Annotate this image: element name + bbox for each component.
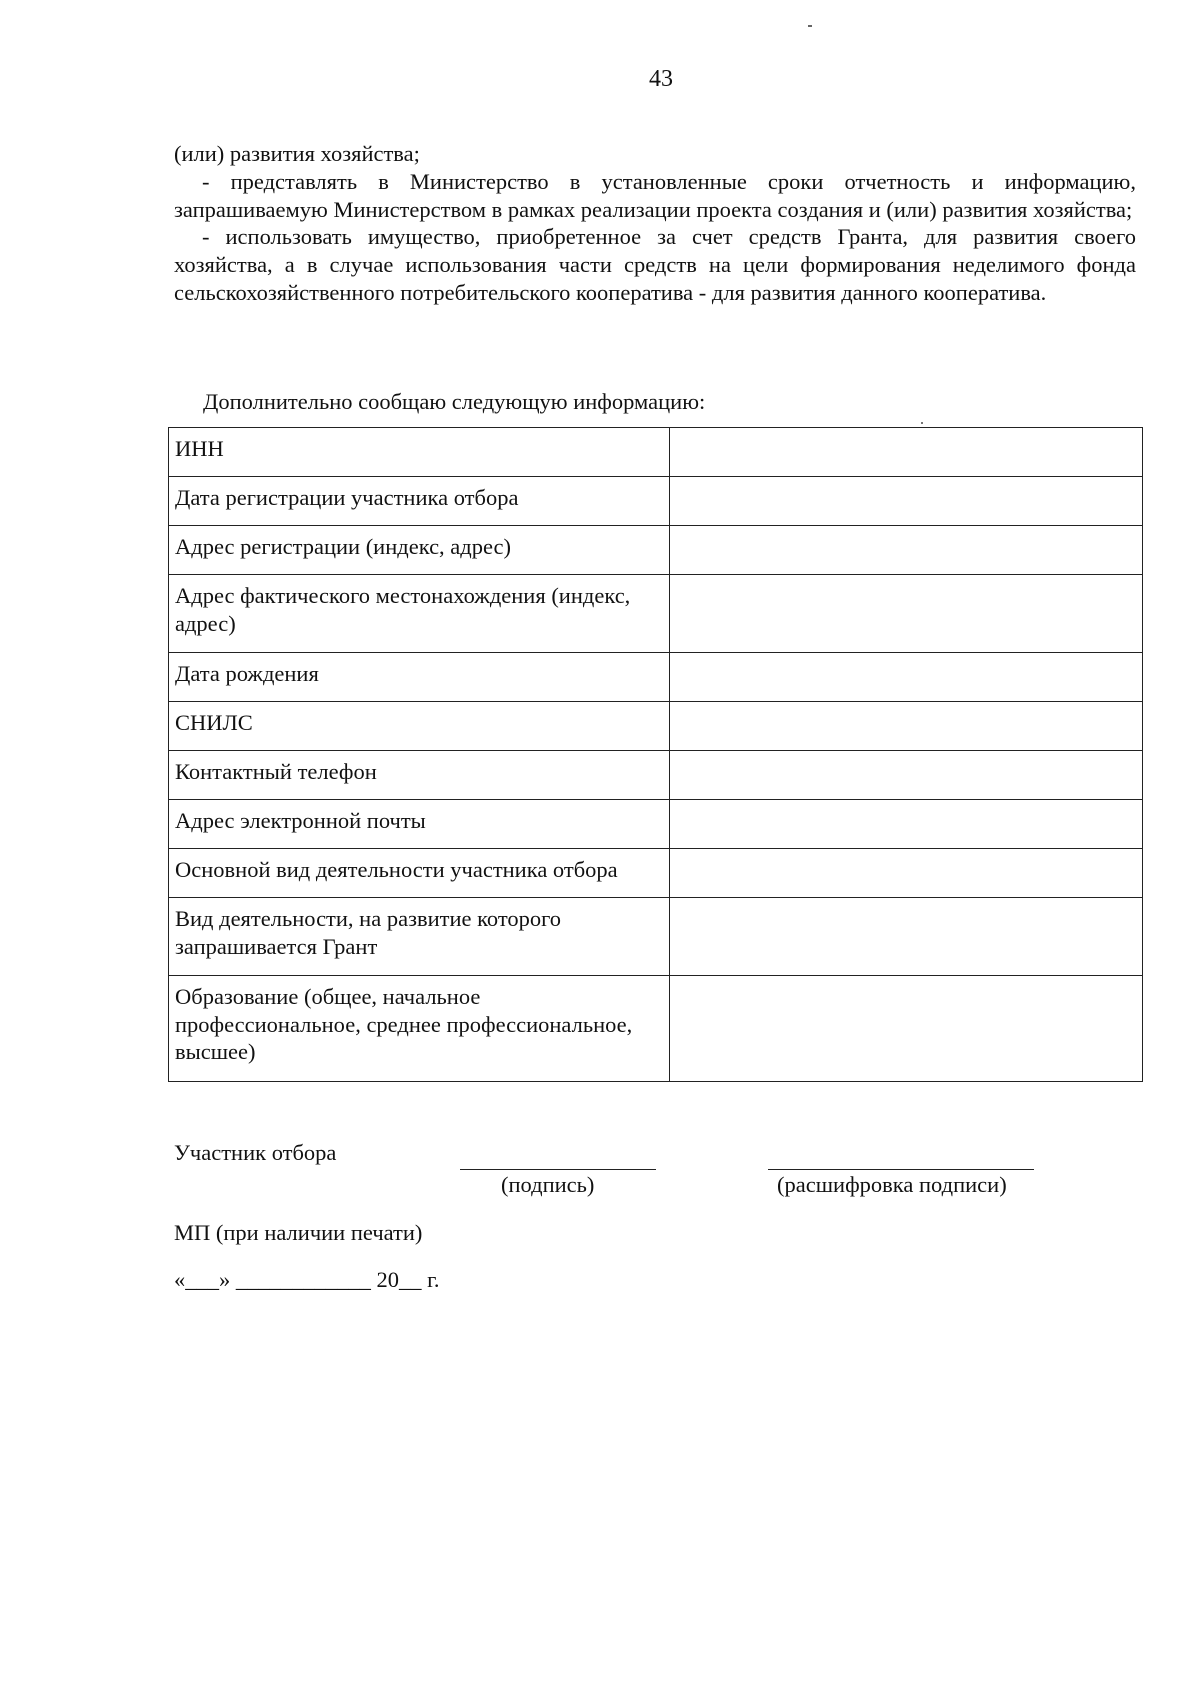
row-value	[669, 849, 1142, 898]
stamp-label: МП (при наличии печати)	[174, 1220, 423, 1245]
table-row	[169, 526, 1143, 575]
page-number: 43	[649, 66, 673, 92]
table-row	[169, 477, 1143, 526]
paragraph: (или) развития хозяйства;	[174, 141, 420, 166]
table-row	[169, 575, 1143, 653]
row-label: Адрес регистрации (индекс, адрес)	[169, 526, 670, 575]
row-label: ИНН	[169, 428, 670, 477]
body-text	[174, 140, 1136, 307]
signature-caption: (подпись)	[501, 1172, 595, 1197]
row-label: Адрес фактического местонахождения (индекс, адрес)	[169, 575, 670, 653]
signature-decoding-line	[768, 1169, 1034, 1170]
table-row	[169, 702, 1143, 751]
table-row	[169, 800, 1143, 849]
intro-text: Дополнительно сообщаю следующую информацию:	[203, 389, 706, 414]
info-table	[168, 427, 1143, 1082]
decoding-caption: (расшифровка подписи)	[777, 1172, 1007, 1197]
table-row	[169, 849, 1143, 898]
row-label: СНИЛС	[169, 702, 670, 751]
row-value	[669, 477, 1142, 526]
paragraph: - представлять в Министерство в установленные сроки отчетность и информацию, запрашиваемую Министерством в рамках реализации проекта создания и (или) развития хозяйства;	[174, 168, 1136, 222]
row-label: Вид деятельности, на развитие которого запрашивается Грант	[169, 898, 670, 976]
row-label: Образование (общее, начальное профессиональное, среднее профессиональное, высшее)	[169, 976, 670, 1082]
table-row	[169, 751, 1143, 800]
row-label: Контактный телефон	[169, 751, 670, 800]
row-value	[669, 653, 1142, 702]
date-line: «___» ____________ 20__ г.	[174, 1267, 440, 1292]
row-value	[669, 428, 1142, 477]
row-label: Дата регистрации участника отбора	[169, 477, 670, 526]
row-value	[669, 976, 1142, 1082]
row-label: Основной вид деятельности участника отбора	[169, 849, 670, 898]
scan-artifact	[808, 25, 812, 27]
table-row	[169, 428, 1143, 477]
table-row	[169, 976, 1143, 1082]
row-value	[669, 702, 1142, 751]
paragraph: - использовать имущество, приобретенное за счет средств Гранта, для развития своего хозяйства, а в случае использования части средств на цели формирования неделимого фонда сельскохозяйственного потребительского кооператива - для развития данного кооператива.	[174, 224, 1136, 305]
row-label: Дата рождения	[169, 653, 670, 702]
row-value	[669, 575, 1142, 653]
scan-artifact	[921, 422, 923, 424]
table-row	[169, 653, 1143, 702]
row-label: Адрес электронной почты	[169, 800, 670, 849]
row-value	[669, 751, 1142, 800]
signature-line	[460, 1169, 656, 1170]
participant-label: Участник отбора	[174, 1140, 337, 1165]
table-row	[169, 898, 1143, 976]
row-value	[669, 526, 1142, 575]
row-value	[669, 800, 1142, 849]
row-value	[669, 898, 1142, 976]
